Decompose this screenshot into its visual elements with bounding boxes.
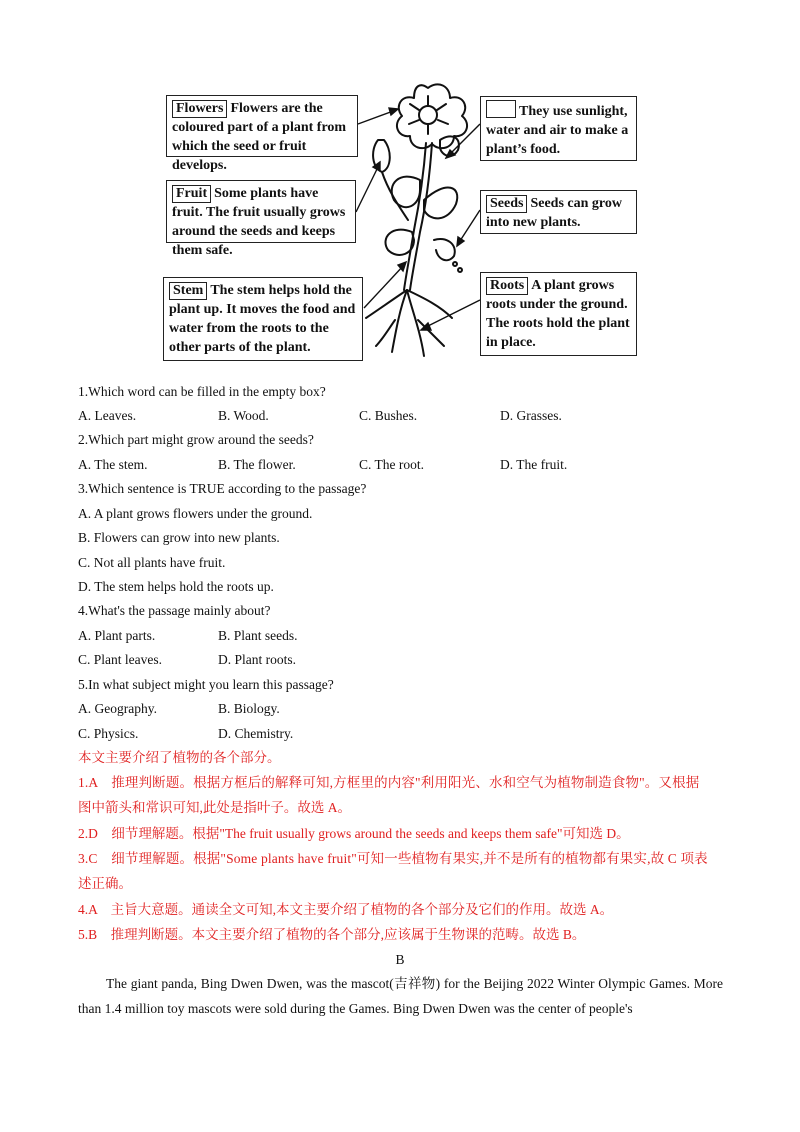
section-b-label: B [395,952,405,967]
plant-diagram [0,0,800,380]
answer-1-line-2: 图中箭头和常识可知,此处是指叶子。故选 A。 [78,800,351,815]
section-b-paragraph: The giant panda, Bing Dwen Dwen, was the mascot(吉祥物) for the Beijing 2022 Winter Olympic Games. More than 1.4 million toy mascots were sold during the Games. Bing Dwen Dwen was the center of people's [78,976,723,1016]
q1-option-b: B. Wood. [218,408,269,423]
stem-tag: Stem [169,282,207,300]
flowers-box [166,95,358,173]
answer-3-line-1: 3.C 细节理解题。根据"Some plants have fruit"可知一些植物有果实,并不是所有的植物都有果实,故 C 项表 [78,851,708,866]
q4-option-a: A. Plant parts. [78,628,156,643]
seeds-box [480,190,637,234]
fruit-box [166,180,356,258]
q4-option-d: D. Plant roots. [218,652,297,667]
seeds-text: Seeds can grow into new plants. [486,196,622,230]
answer-summary: 本文主要介绍了植物的各个部分。 [78,750,281,765]
q2-option-d: D. The fruit. [500,457,568,472]
fruit-tag: Fruit [172,185,211,203]
q5-option-c: C. Physics. [78,726,139,741]
answer-2: 2.D 细节理解题。根据"The fruit usually grows around the seeds and keeps them safe"可知选 D。 [78,826,630,841]
q4-option-c: C. Plant leaves. [78,652,162,667]
q2-option-c: C. The root. [359,457,424,472]
q3-option-c: C. Not all plants have fruit. [78,555,226,570]
leaves-text: They use sunlight, water and air to make a plant’s food. [486,104,629,157]
q1-option-a: A. Leaves. [78,408,137,423]
q5-option-a: A. Geography. [78,701,157,716]
seeds-tag: Seeds [486,195,527,213]
stem-box [163,277,363,361]
q4-option-b: B. Plant seeds. [218,628,298,643]
q1-option-d: D. Grasses. [500,408,562,423]
answer-5: 5.B 推理判断题。本文主要介绍了植物的各个部分,应该属于生物课的范畴。故选 B。 [78,927,586,942]
q2-option-b: B. The flower. [218,457,296,472]
question-4: 4.What's the passage mainly about? [78,603,271,618]
q5-option-d: D. Chemistry. [218,726,294,741]
answer-3-line-2: 述正确。 [78,876,132,891]
answer-4: 4.A 主旨大意题。通读全文可知,本文主要介绍了植物的各个部分及它们的作用。故选 A。 [78,902,614,917]
roots-tag: Roots [486,277,528,295]
flowers-tag: Flowers [172,100,227,118]
q3-option-b: B. Flowers can grow into new plants. [78,530,280,545]
q2-option-a: A. The stem. [78,457,148,472]
fruit-text: Some plants have fruit. The fruit usually grows around the seeds and keeps them safe. [172,186,346,258]
roots-box [480,272,637,356]
question-3: 3.Which sentence is TRUE according to the passage? [78,481,367,496]
question-1: 1.Which word can be filled in the empty box? [78,384,326,399]
q5-option-b: B. Biology. [218,701,280,716]
question-5: 5.In what subject might you learn this passage? [78,677,334,692]
plant-illustration [0,0,800,380]
q3-option-d: D. The stem helps hold the roots up. [78,579,274,594]
stem-text: The stem helps hold the plant up. It moves the food and water from the roots to the other parts of the plant. [169,283,356,355]
q1-option-c: C. Bushes. [359,408,418,423]
answer-1-line-1: 1.A 推理判断题。根据方框后的解释可知,方框里的内容"利用阳光、水和空气为植物制造食物"。又根据 [78,775,700,790]
q3-option-a: A. A plant grows flowers under the ground. [78,506,313,521]
question-2: 2.Which part might grow around the seeds? [78,432,314,447]
flowers-text: Flowers are the coloured part of a plant from which the seed or fruit develops. [172,101,347,173]
empty-answer-box [486,100,516,118]
roots-text: A plant grows roots under the ground. The roots hold the plant in place. [486,278,630,350]
leaves-box [480,96,637,161]
